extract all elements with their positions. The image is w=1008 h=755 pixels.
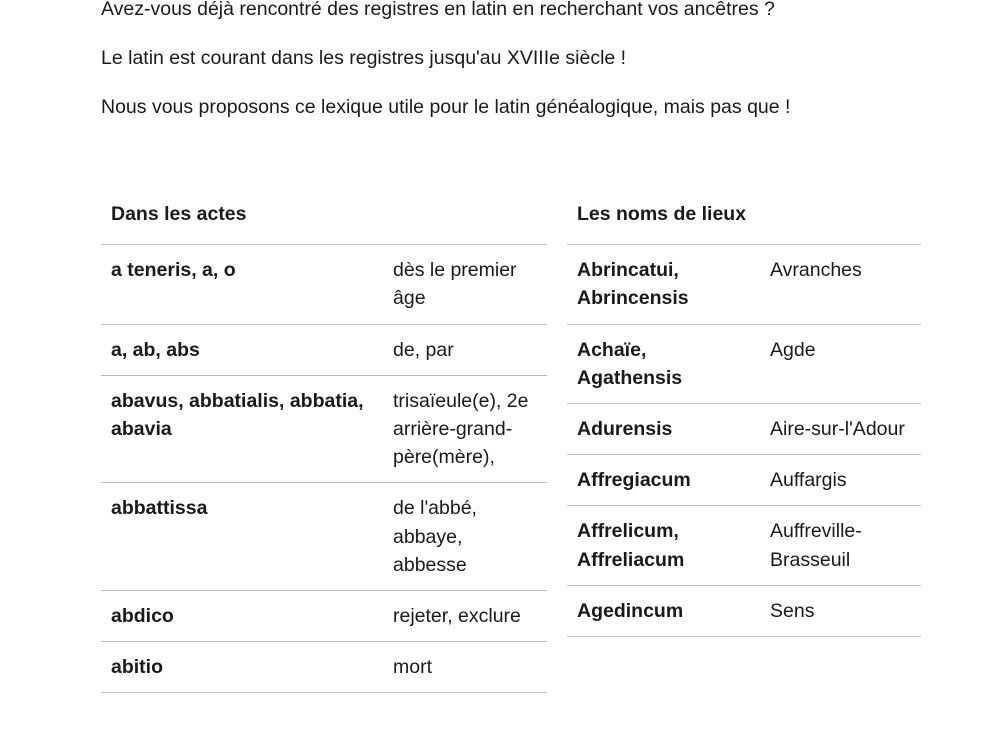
table-header-row xyxy=(101,188,547,245)
latin-place-name: Achaïe, Agathensis xyxy=(567,324,760,403)
table-row xyxy=(101,642,547,693)
latin-term: abdico xyxy=(101,591,383,642)
table-header-row xyxy=(567,188,921,245)
latin-place-name: Adurensis xyxy=(567,404,760,455)
latin-term: a teneris, a, o xyxy=(101,245,383,324)
intro-line-2: Le latin est courant dans les registres jusqu'au XVIIIe siècle ! xyxy=(101,47,627,69)
latin-term: abbattissa xyxy=(101,483,383,591)
table-row xyxy=(567,404,921,455)
modern-place-name: Avranches xyxy=(760,245,921,324)
table-row xyxy=(101,591,547,642)
intro-line-3: Nous vous proposons ce lexique utile pour le latin généalogique, mais pas que ! xyxy=(101,96,791,118)
table-dans-les-actes xyxy=(101,188,547,693)
table-row xyxy=(101,375,547,483)
intro-text xyxy=(101,0,921,145)
table-row xyxy=(567,324,921,403)
modern-place-name: Aire-sur-l'Adour xyxy=(760,404,921,455)
table-noms-de-lieux xyxy=(567,188,921,637)
modern-place-name: Agde xyxy=(760,324,921,403)
french-meaning: de l'abbé, abbaye, abbesse xyxy=(383,483,547,591)
french-meaning: trisaïeule(e), 2e arrière-grand-père(mère), xyxy=(383,375,547,483)
french-meaning: dès le premier âge xyxy=(383,245,547,324)
latin-place-name: Affrelicum, Affreliacum xyxy=(567,506,760,585)
latin-place-name: Agedincum xyxy=(567,585,760,636)
intro-line-1: Avez-vous déjà rencontré des registres en latin en recherchant vos ancêtres ? xyxy=(101,0,775,20)
table-row xyxy=(567,455,921,506)
table-row xyxy=(101,324,547,375)
table-header-lieux: Les noms de lieux xyxy=(567,188,921,245)
french-meaning: rejeter, exclure xyxy=(383,591,547,642)
latin-term: a, ab, abs xyxy=(101,324,383,375)
table-row xyxy=(567,585,921,636)
table-row xyxy=(101,483,547,591)
table-row xyxy=(101,245,547,324)
modern-place-name: Sens xyxy=(760,585,921,636)
modern-place-name: Auffreville-Brasseuil xyxy=(760,506,921,585)
table-header-actes: Dans les actes xyxy=(101,188,547,245)
latin-term: abitio xyxy=(101,642,383,693)
latin-place-name: Abrincatui, Abrincensis xyxy=(567,245,760,324)
latin-place-name: Affregiacum xyxy=(567,455,760,506)
latin-term: abavus, abbatialis, abbatia, abavia xyxy=(101,375,383,483)
table-row xyxy=(567,506,921,585)
french-meaning: de, par xyxy=(383,324,547,375)
table-row xyxy=(567,245,921,324)
french-meaning: mort xyxy=(383,642,547,693)
modern-place-name: Auffargis xyxy=(760,455,921,506)
